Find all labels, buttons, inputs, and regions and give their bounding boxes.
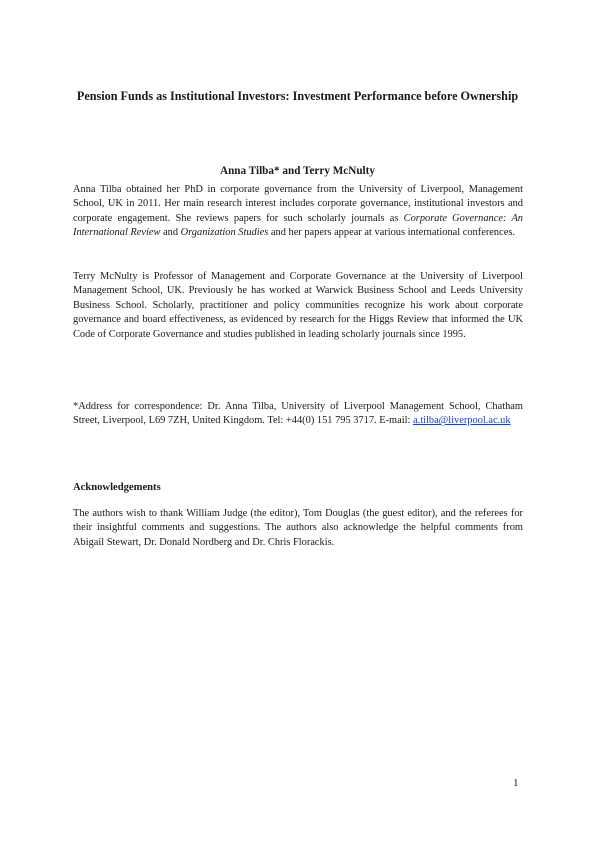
author-line: Anna Tilba* and Terry McNulty [219, 165, 375, 177]
bio-tilba-text-after: and her papers appear at various international conferences. [268, 227, 515, 239]
journal-name-org-studies: Organization Studies [180, 227, 269, 239]
acknowledgements-heading: Acknowledgements [73, 482, 161, 493]
paper-title: Pension Funds as Institutional Investors: Investment Performance before Ownership [76, 89, 519, 103]
correspondence-text: *Address for correspondence: Dr. Anna Tilba, University of Liverpool Management School, Chatham Street, Liverpool, L69 7ZH, United Kingdom. Tel: +44(0) 151 795 3717. E-mail: [73, 401, 523, 427]
correspondence-address [73, 400, 523, 429]
page-number: 1 [513, 777, 519, 789]
journal-name-cgir: Corporate Governance: An International Review [73, 212, 523, 239]
bio-terry-mcnulty: Terry McNulty is Professor of Management and Corporate Governance at the University of Liverpool Management School, UK. Previously he has worked at Warwick Business School and Leeds University Business School. Scholarly, practitioner and policy communities recognize his work about corporate governance and board effectiveness, as evidenced by research for the Higgs Review that informed the UK Code of Corporate Governance and studies published in leading scholarly journals since 1995. [73, 271, 523, 340]
bio-tilba-text-before: Anna Tilba obtained her PhD in corporate governance from the University of Liverpool, Management School, UK in 2011. Her main research interest includes corporate governance, institutional investors and corporate engagement. She reviews papers for such scholarly journals as [73, 184, 523, 224]
bio-tilba-text-and: and [160, 227, 181, 239]
email-link[interactable]: a.tilba@liverpool.ac.uk [413, 415, 511, 427]
acknowledgements-text: The authors wish to thank William Judge (the editor), Tom Douglas (the guest editor), and the referees for their insightful comments and suggestions. The authors also acknowledge the helpful comments from Abigail Stewart, Dr. Donald Nordberg and Dr. Chris Florackis. [73, 508, 523, 548]
bio-anna-tilba [73, 183, 523, 241]
